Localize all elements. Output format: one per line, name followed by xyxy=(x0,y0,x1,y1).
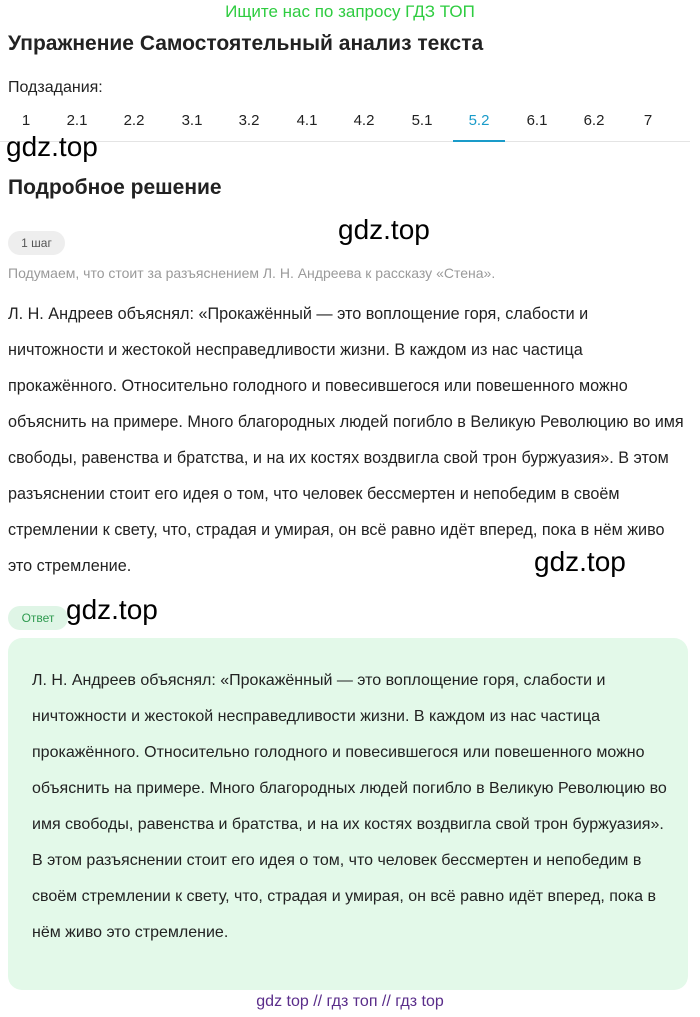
tab-subtask-2-2[interactable]: 2.2 xyxy=(123,112,145,129)
answer-text: Л. Н. Андреев объяснял: «Прокажённый — это воплощение горя, слабости и ничтожности и жестокой несправедливости жизни. В каждом из нас частица прокажённого. Относительно голодного и повесившегося или повешенного можно объяснить на примере. Много благородных людей погибло в Великую Революцию во имя свободы, равенства и братства, и на их костях воздвигла свой трон буржуазия». В этом разъяснении стоит его идея о том, что человек бессмертен и непобедим в своём стремлении к свету, что, страдая и умирая, он всё равно идёт вперед, пока в нём живо это стремление. xyxy=(32,672,667,941)
subtask-tabs xyxy=(0,104,690,142)
tab-subtask-3-1[interactable]: 3.1 xyxy=(181,112,203,129)
tab-subtask-1[interactable]: 1 xyxy=(21,112,31,129)
answer-box xyxy=(8,638,688,990)
solution-hint: Подумаем, что стоит за разъяснением Л. Н. Андреева к рассказу «Стена». xyxy=(8,265,496,281)
tab-subtask-5-2[interactable]: 5.2 xyxy=(453,104,505,142)
watermark: gdz.top xyxy=(534,546,626,577)
answer-badge: Ответ xyxy=(8,606,68,630)
footer-links[interactable]: gdz top // гдз топ // гдз top xyxy=(256,993,444,1010)
solution-title: Подробное решение xyxy=(8,176,222,199)
subtasks-label: Подзадания: xyxy=(8,79,103,96)
tab-subtask-7[interactable]: 7 xyxy=(643,112,653,129)
watermark: gdz.top xyxy=(6,131,98,162)
solution-text: Л. Н. Андреев объяснял: «Прокажённый — это воплощение горя, слабости и ничтожности и жестокой несправедливости жизни. В каждом из нас частица прокажённого. Относительно голодного и повесившегося или повешенного можно объяснить на примере. Много благородных людей погибло в Великую Революцию во имя свободы, равенства и братства, и на их костях воздвигла свой трон буржуазия». В этом разъяснении стоит его идея о том, что человек бессмертен и непобедим в своём стремлении к свету, что, страдая и умирая, он всё равно идёт вперед, пока в нём живо это стремление. xyxy=(8,305,684,575)
top-banner[interactable]: Ищите нас по запросу ГДЗ ТОП xyxy=(225,2,475,21)
tab-subtask-5-1[interactable]: 5.1 xyxy=(411,112,433,129)
step-badge: 1 шаг xyxy=(8,231,65,255)
page-title: Упражнение Самостоятельный анализ текста xyxy=(8,32,484,55)
tab-subtask-6-1[interactable]: 6.1 xyxy=(526,112,548,129)
tab-subtask-4-1[interactable]: 4.1 xyxy=(296,112,318,129)
watermark: gdz.top xyxy=(338,214,430,245)
tab-subtask-6-2[interactable]: 6.2 xyxy=(583,112,605,129)
tab-subtask-4-2[interactable]: 4.2 xyxy=(353,112,375,129)
tab-subtask-2-1[interactable]: 2.1 xyxy=(66,112,88,129)
watermark: gdz.top xyxy=(66,594,158,625)
tab-subtask-3-2[interactable]: 3.2 xyxy=(238,112,260,129)
